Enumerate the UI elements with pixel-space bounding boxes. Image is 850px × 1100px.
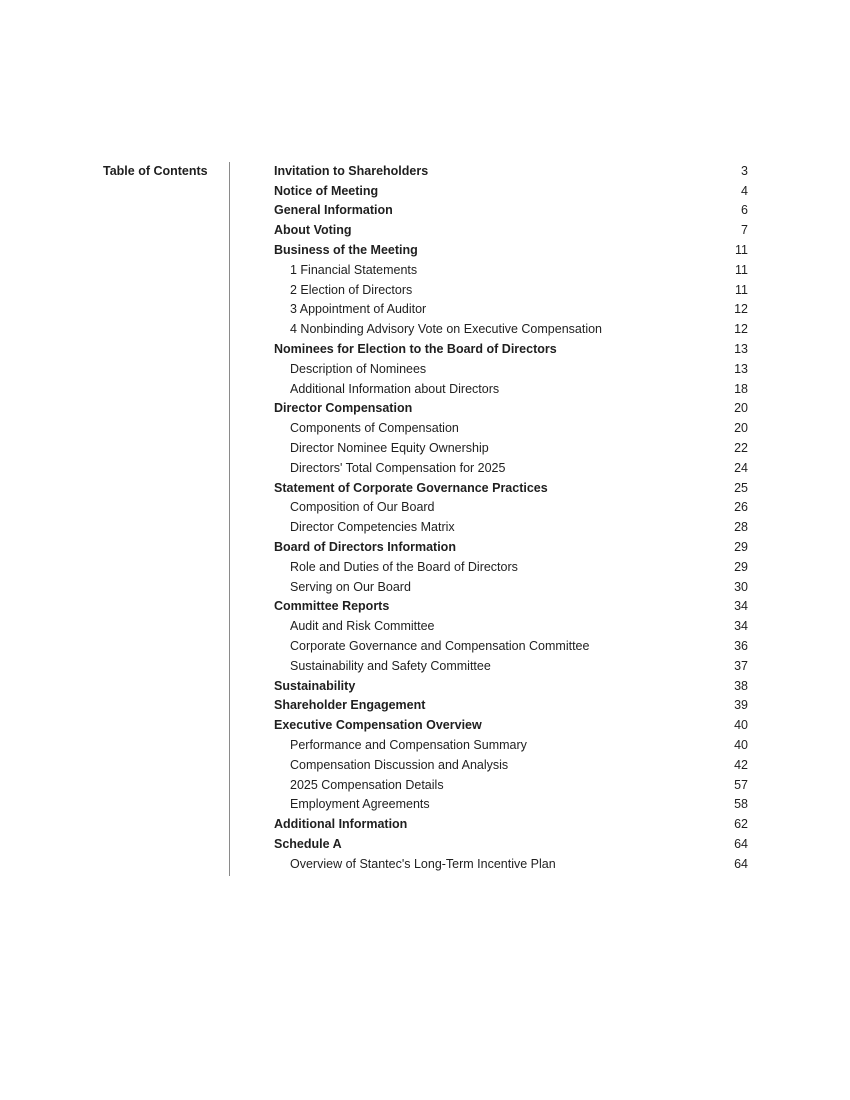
toc-section-entry[interactable] — [274, 240, 748, 260]
toc-subsection-entry[interactable] — [274, 517, 748, 537]
toc-entry-page-number: 29 — [734, 540, 748, 555]
toc-entry-page-number: 37 — [734, 658, 748, 673]
toc-section-entry[interactable] — [274, 834, 748, 854]
toc-entry-label: Overview of Stantec's Long-Term Incentive Plan — [290, 856, 556, 871]
toc-entry-page-number: 22 — [734, 441, 748, 456]
toc-entry-page-number: 64 — [734, 836, 748, 851]
toc-entry-label: Composition of Our Board — [290, 500, 435, 515]
toc-entry-label: Serving on Our Board — [290, 579, 411, 594]
toc-section-entry[interactable] — [274, 161, 748, 181]
toc-section-entry[interactable] — [274, 696, 748, 716]
toc-subsection-entry[interactable] — [274, 379, 748, 399]
toc-section-entry[interactable] — [274, 478, 748, 498]
toc-entry-label: Corporate Governance and Compensation Committee — [290, 639, 590, 654]
vertical-divider — [229, 162, 230, 876]
toc-section-entry[interactable] — [274, 676, 748, 696]
toc-entry-page-number: 26 — [734, 500, 748, 515]
toc-entry-label: Notice of Meeting — [274, 183, 379, 198]
toc-entry-label: Sustainability and Safety Committee — [290, 658, 491, 673]
toc-entry-page-number: 38 — [734, 678, 748, 693]
toc-subsection-entry[interactable] — [274, 319, 748, 339]
toc-entry-page-number: 11 — [735, 282, 748, 297]
toc-subsection-entry[interactable] — [274, 280, 748, 300]
toc-subsection-entry[interactable] — [274, 795, 748, 815]
toc-entry-label: Performance and Compensation Summary — [290, 738, 527, 752]
toc-entry-page-number: 4 — [741, 183, 748, 198]
toc-entry-label: Additional Information — [274, 817, 408, 832]
toc-subsection-entry[interactable] — [274, 636, 748, 656]
toc-entry-page-number: 13 — [734, 361, 748, 376]
toc-entry-page-number: 11 — [735, 243, 748, 258]
toc-entry-page-number: 34 — [734, 599, 748, 614]
toc-entry-label: 4 Nonbinding Advisory Vote on Executive Compensation — [290, 322, 602, 337]
toc-entry-page-number: 40 — [734, 718, 748, 733]
toc-subsection-entry[interactable] — [274, 755, 748, 775]
toc-subsection-entry[interactable] — [274, 854, 748, 874]
toc-entry-page-number: 20 — [734, 401, 748, 416]
toc-entry-label: Executive Compensation Overview — [274, 718, 482, 733]
toc-entry-page-number: 57 — [734, 777, 748, 792]
toc-subsection-entry[interactable] — [274, 359, 748, 379]
toc-entry-page-number: 12 — [734, 302, 748, 317]
toc-entry-label: Employment Agreements — [290, 797, 430, 812]
toc-entry-page-number: 24 — [734, 460, 748, 475]
toc-entry-page-number: 18 — [734, 381, 748, 396]
toc-subsection-entry[interactable] — [274, 735, 748, 755]
toc-section-entry[interactable] — [274, 597, 748, 617]
toc-entry-page-number: 28 — [734, 520, 748, 535]
toc-entry-page-number: 3 — [741, 163, 748, 178]
toc-entry-label: Directors' Total Compensation for 2025 — [290, 460, 506, 475]
toc-subsection-entry[interactable] — [274, 300, 748, 320]
toc-section-entry[interactable] — [274, 715, 748, 735]
toc-entry-page-number: 6 — [741, 203, 748, 218]
toc-entry-label: About Voting — [274, 223, 352, 238]
toc-section-entry[interactable] — [274, 181, 748, 201]
toc-heading: Table of Contents — [103, 164, 208, 178]
toc-entry-label: Director Competencies Matrix — [290, 520, 455, 535]
toc-entry-page-number: 11 — [735, 262, 748, 277]
toc-entry-label: Schedule A — [274, 836, 342, 851]
toc-entry-label: Invitation to Shareholders — [274, 163, 429, 178]
toc-subsection-entry[interactable] — [274, 557, 748, 577]
toc-entry-label: General Information — [274, 203, 393, 218]
toc-entry-page-number: 39 — [734, 698, 748, 713]
toc-entry-label: Role and Duties of the Board of Directors — [290, 559, 518, 574]
toc-entry-page-number: 34 — [734, 619, 748, 634]
toc-section-entry[interactable] — [274, 537, 748, 557]
toc-subsection-entry[interactable] — [274, 418, 748, 438]
toc-entry-label: Shareholder Engagement — [274, 698, 426, 713]
toc-entry-label: Director Compensation — [274, 401, 413, 416]
toc-section-entry[interactable] — [274, 220, 748, 240]
toc-entry-page-number: 30 — [734, 579, 748, 594]
toc-entry-page-number: 20 — [734, 421, 748, 436]
toc-entry-page-number: 13 — [734, 342, 748, 357]
toc-entry-label: 2025 Compensation Details — [290, 777, 444, 792]
toc-subsection-entry[interactable] — [274, 775, 748, 795]
toc-entry-page-number: 40 — [734, 738, 748, 752]
toc-entry-label: Director Nominee Equity Ownership — [290, 441, 489, 456]
toc-entry-label: Business of the Meeting — [274, 243, 418, 258]
toc-subsection-entry[interactable] — [274, 656, 748, 676]
toc-entry-label: Audit and Risk Committee — [290, 619, 435, 634]
toc-subsection-entry[interactable] — [274, 260, 748, 280]
toc-subsection-entry[interactable] — [274, 498, 748, 518]
toc-entry-page-number: 42 — [734, 757, 748, 772]
toc-entry-label: Board of Directors Information — [274, 540, 456, 555]
toc-entry-label: 1 Financial Statements — [290, 262, 418, 277]
toc-entry-label: 2 Election of Directors — [290, 282, 413, 297]
toc-entry-page-number: 12 — [734, 322, 748, 337]
toc-entry-page-number: 62 — [734, 817, 748, 832]
toc-subsection-entry[interactable] — [274, 616, 748, 636]
toc-entry-label: Compensation Discussion and Analysis — [290, 757, 509, 772]
toc-entry-page-number: 58 — [734, 797, 748, 812]
toc-list — [274, 161, 748, 874]
toc-section-entry[interactable] — [274, 814, 748, 834]
toc-entry-label: Sustainability — [274, 678, 356, 693]
toc-entry-label: Committee Reports — [274, 599, 390, 614]
toc-section-entry[interactable] — [274, 201, 748, 221]
toc-entry-page-number: 7 — [741, 223, 748, 238]
toc-entry-page-number: 64 — [734, 856, 748, 871]
toc-entry-label: Statement of Corporate Governance Practices — [274, 480, 548, 495]
toc-entry-page-number: 25 — [734, 480, 748, 495]
toc-entry-page-number: 29 — [734, 559, 748, 574]
toc-entry-page-number: 36 — [734, 639, 748, 654]
toc-entry-label: Additional Information about Directors — [290, 381, 500, 396]
toc-subsection-entry[interactable] — [274, 438, 748, 458]
toc-entry-label: 3 Appointment of Auditor — [290, 302, 427, 317]
toc-subsection-entry[interactable] — [274, 577, 748, 597]
toc-section-entry[interactable] — [274, 399, 748, 419]
toc-entry-label: Nominees for Election to the Board of Directors — [274, 342, 557, 357]
toc-subsection-entry[interactable] — [274, 458, 748, 478]
toc-entry-label: Description of Nominees — [290, 361, 427, 376]
toc-entry-label: Components of Compensation — [290, 421, 459, 436]
toc-section-entry[interactable] — [274, 339, 748, 359]
